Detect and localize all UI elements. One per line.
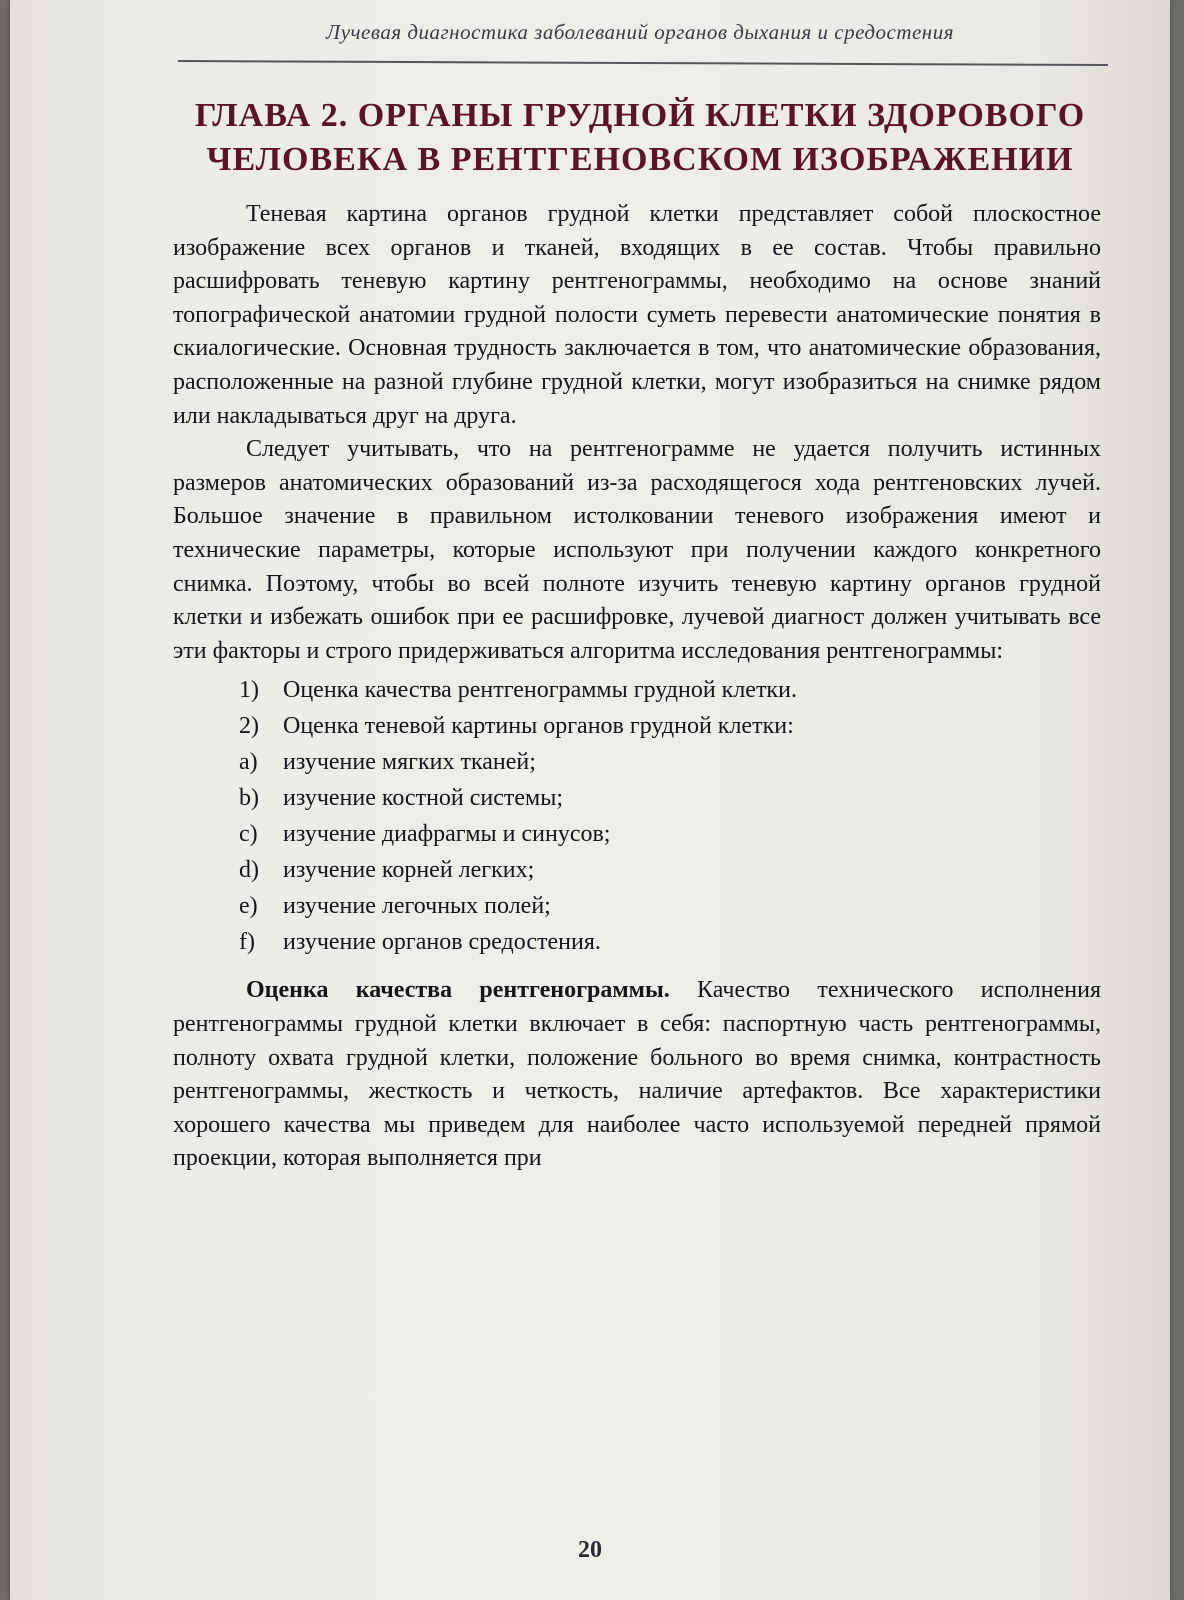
list-item-text: изучение органов средостения. <box>283 929 601 956</box>
list-item-text: изучение диафрагмы и синусов; <box>283 821 611 848</box>
header-rule <box>178 60 1108 66</box>
list-item <box>173 708 1101 744</box>
list-item-text: изучение легочных полей; <box>283 893 551 920</box>
list-marker: e) <box>239 893 258 920</box>
list-item <box>173 888 1101 924</box>
list-item <box>173 744 1101 780</box>
list-item-text: Оценка теневой картины органов грудной клетки: <box>283 713 794 740</box>
list-item-text: изучение мягких тканей; <box>283 749 536 776</box>
section-heading: Оценка качества рентгенограммы. <box>246 977 670 1004</box>
section-text: Качество технического исполнения рентгенограммы грудной клетки включает в себя: паспортную часть рентгенограммы, полноту охвата грудной клетки, положение больного во время снимка, контрастность рентгенограммы, жесткость и четкость, наличие артефактов. Все характеристики хорошего качества мы приведем для наиболее часто используемой передней прямой проекции, которая выполняется при <box>173 977 1101 1172</box>
body-text <box>173 198 1101 1176</box>
list-item <box>173 780 1101 816</box>
book-page <box>10 0 1170 1600</box>
list-marker: f) <box>239 929 255 956</box>
list-marker: 2) <box>239 713 259 740</box>
chapter-title-line-1: ГЛАВА 2. ОРГАНЫ ГРУДНОЙ КЛЕТКИ ЗДОРОВОГО <box>194 97 1086 134</box>
list-marker: b) <box>239 785 259 812</box>
page-number: 20 <box>578 1537 602 1563</box>
list-item <box>173 672 1101 708</box>
list-item <box>173 852 1101 888</box>
running-header: Лучевая диагностика заболеваний органов дыхания и средостения <box>325 20 954 44</box>
list-item-text: Оценка качества рентгенограммы грудной клетки. <box>283 677 797 704</box>
list-marker: d) <box>239 857 259 884</box>
list-marker: c) <box>239 821 258 848</box>
list-item <box>173 816 1101 852</box>
list-item-text: изучение костной системы; <box>283 785 564 812</box>
chapter-title <box>170 94 1110 182</box>
paragraph-quality <box>173 974 1101 1176</box>
list-marker: 1) <box>239 677 259 704</box>
list-item <box>173 924 1101 960</box>
algorithm-list <box>173 672 1101 960</box>
list-marker: a) <box>239 749 258 776</box>
paragraph-algorithm: Следует учитывать, что на рентгенограмме не удается получить истинных размеров анатомических образований из-за расходящегося хода рентгеновских лучей. Большое значение в правильном истолковании теневого изображения имеют и технические параметры, которые используют при получении каждого конкретного снимка. Поэтому, чтобы во всей полноте изучить теневую картину органов грудной клетки и избежать ошибок при ее расшифровке, лучевой диагност должен учитывать все эти факторы и строго придерживаться алгоритма исследования рентгенограммы: <box>173 436 1101 664</box>
chapter-title-line-2: ЧЕЛОВЕКА В РЕНТГЕНОВСКОМ ИЗОБРАЖЕНИИ <box>206 141 1074 178</box>
list-item-text: изучение корней легких; <box>283 857 535 884</box>
paragraph-intro: Теневая картина органов грудной клетки представляет собой плоскостное изображение всех органов и тканей, входящих в ее состав. Чтобы правильно расшифровать теневую картину рентгенограммы, необходимо на основе знаний топографической анатомии грудной полости суметь перевести анатомические понятия в скиалогические. Основная трудность заключается в том, что анатомические образования, расположенные на разной глубине грудной клетки, могут изобразиться на снимке рядом или накладываться друг на друга. <box>173 201 1101 429</box>
